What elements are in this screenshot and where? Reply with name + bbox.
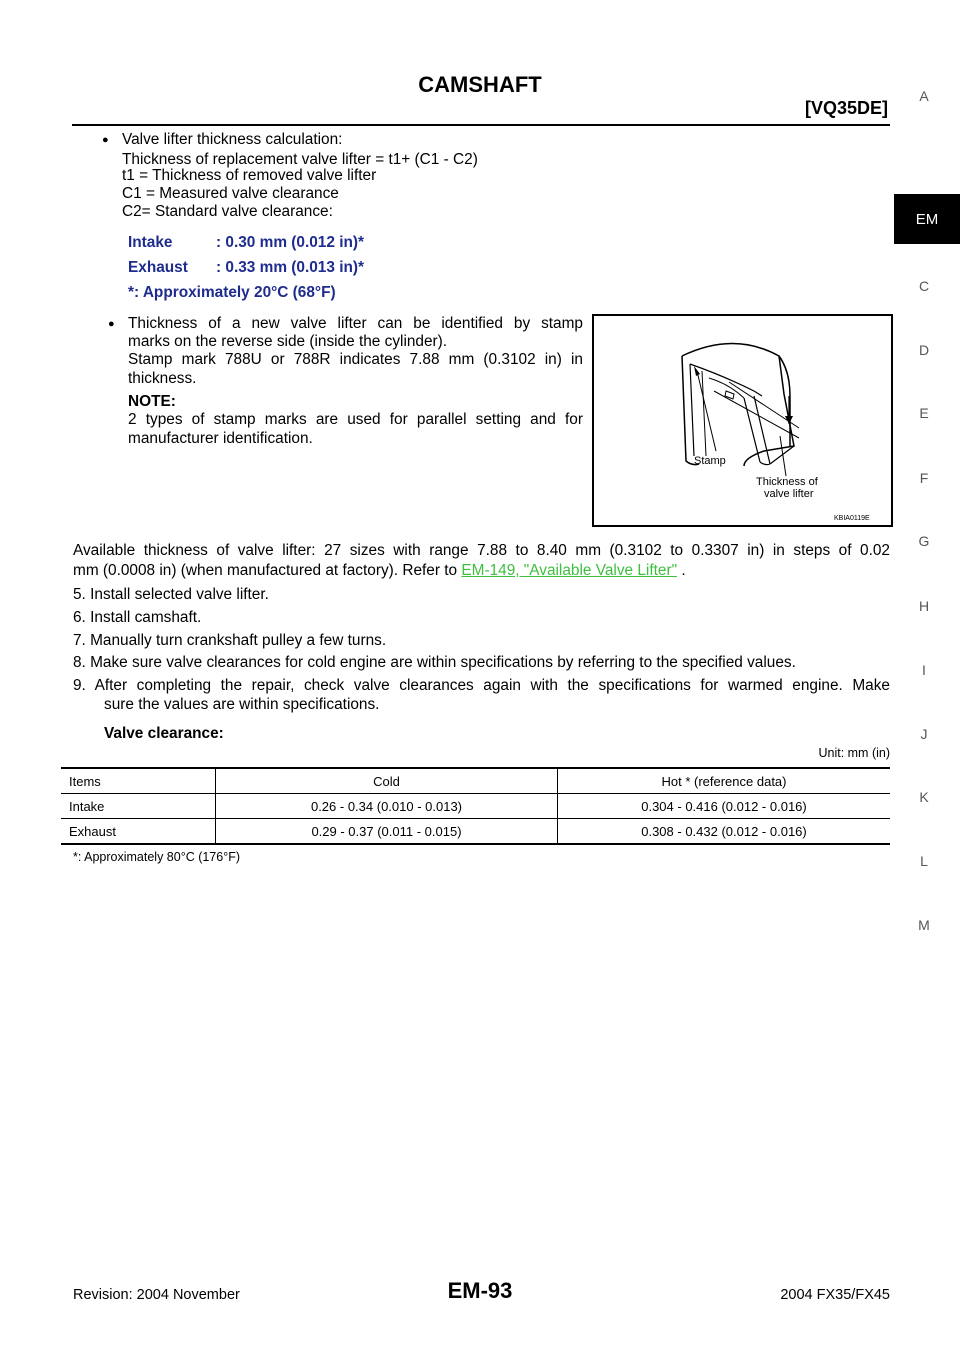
index-letter-f[interactable]: F <box>919 470 929 486</box>
page-title: CAMSHAFT <box>418 72 542 97</box>
engine-code: [VQ35DE] <box>804 98 888 118</box>
row-intake-hot: 0.304 - 0.416 (0.012 - 0.016) <box>558 794 891 819</box>
page-number: EM-93 <box>447 1278 513 1303</box>
index-letter-g[interactable]: G <box>918 533 930 549</box>
header-hot: Hot * (reference data) <box>558 769 891 794</box>
step-8: 8. Make sure valve clearances for cold engine are within specifications by referring to the specified values. <box>73 654 796 671</box>
index-letter-d[interactable]: D <box>918 342 930 358</box>
calc-line-2: Thickness of replacement valve lifter = t1+ (C1 - C2) <box>122 151 478 168</box>
index-letter-c[interactable]: C <box>918 278 930 294</box>
spec-exhaust-label: Exhaust <box>128 259 188 276</box>
revision-label: Revision: 2004 November <box>73 1287 240 1303</box>
figure-code: KBIA0119E <box>834 515 870 522</box>
index-letter-em-active[interactable]: EM <box>894 194 960 244</box>
stamp-line-2: marks on the reverse side (inside the cylinder). <box>128 333 448 350</box>
step-9: 9. After completing the repair, check valve clearances again with the specifications for warmed engine. Make <box>73 677 890 694</box>
index-letter-e[interactable]: E <box>919 405 929 421</box>
available-period: . <box>681 562 686 579</box>
row-exhaust-label: Exhaust <box>61 819 216 845</box>
valve-lifter-illustration <box>594 316 891 525</box>
spec-intake-value: : 0.30 mm (0.012 in)* <box>216 234 364 251</box>
calc-line-4: C1 = Measured valve clearance <box>122 185 339 202</box>
table-header-row <box>61 769 890 794</box>
table-row <box>61 794 890 819</box>
index-letter-j[interactable]: J <box>920 726 928 742</box>
calc-line-1: ● Valve lifter thickness calculation: <box>122 130 342 150</box>
spec-intake-label: Intake <box>128 234 173 251</box>
note-label: NOTE: <box>128 393 176 410</box>
header-rule <box>72 124 890 126</box>
step-5: 5. Install selected valve lifter. <box>73 586 269 603</box>
step-9-continued: sure the values are within specifications. <box>104 696 380 713</box>
table-footnote: *: Approximately 80°C (176°F) <box>73 850 241 864</box>
spec-footnote: *: Approximately 20°C (68°F) <box>128 284 336 301</box>
valve-clearance-heading: Valve clearance: <box>104 725 224 742</box>
thickness-callout-line-2: valve lifter <box>764 488 814 500</box>
stamp-line-3: Stamp mark 788U or 788R indicates 7.88 mm (0.3102 in) in <box>128 351 583 368</box>
available-line-2 <box>73 561 686 581</box>
header-items: Items <box>61 769 216 794</box>
step-6: 6. Install camshaft. <box>73 609 202 626</box>
index-letter-m[interactable]: M <box>918 917 930 933</box>
stamp-line-4: thickness. <box>128 370 197 387</box>
valve-clearance-table <box>61 769 890 845</box>
stamp-line-1: ● Thickness of a new valve lifter can be identified by stamp <box>128 314 583 334</box>
unit-label: Unit: mm (in) <box>818 746 890 760</box>
row-exhaust-hot: 0.308 - 0.432 (0.012 - 0.016) <box>558 819 891 845</box>
model-label: 2004 FX35/FX45 <box>780 1287 890 1303</box>
header-cold: Cold <box>216 769 558 794</box>
index-letter-l[interactable]: L <box>920 853 928 869</box>
index-letter-h[interactable]: H <box>918 598 930 614</box>
note-line-2: manufacturer identification. <box>128 430 313 447</box>
row-intake-cold: 0.26 - 0.34 (0.010 - 0.013) <box>216 794 558 819</box>
table-row <box>61 819 890 845</box>
index-letter-k[interactable]: K <box>919 789 929 805</box>
available-line-1: Available thickness of valve lifter: 27 sizes with range 7.88 to 8.40 mm (0.3102 to 0.3307 in) in steps of 0.02 <box>73 542 890 559</box>
index-letter-i[interactable]: I <box>922 662 926 678</box>
note-line-1: 2 types of stamp marks are used for parallel setting and for <box>128 411 583 428</box>
index-letter-a[interactable]: A <box>919 88 929 104</box>
row-exhaust-cold: 0.29 - 0.37 (0.011 - 0.015) <box>216 819 558 845</box>
valve-lifter-figure <box>592 314 893 527</box>
stamp-callout: Stamp <box>694 455 726 467</box>
thickness-callout-line-1: Thickness of <box>756 476 818 488</box>
available-text: mm (0.0008 in) (when manufactured at factory). Refer to <box>73 562 458 579</box>
spec-exhaust-value: : 0.33 mm (0.013 in)* <box>216 259 364 276</box>
step-7: 7. Manually turn crankshaft pulley a few turns. <box>73 632 387 649</box>
calc-line-5: C2= Standard valve clearance: <box>122 203 333 220</box>
calc-line-3: t1 = Thickness of removed valve lifter <box>122 167 377 184</box>
available-valve-lifter-link[interactable]: EM-149, "Available Valve Lifter" <box>461 562 678 579</box>
row-intake-label: Intake <box>61 794 216 819</box>
